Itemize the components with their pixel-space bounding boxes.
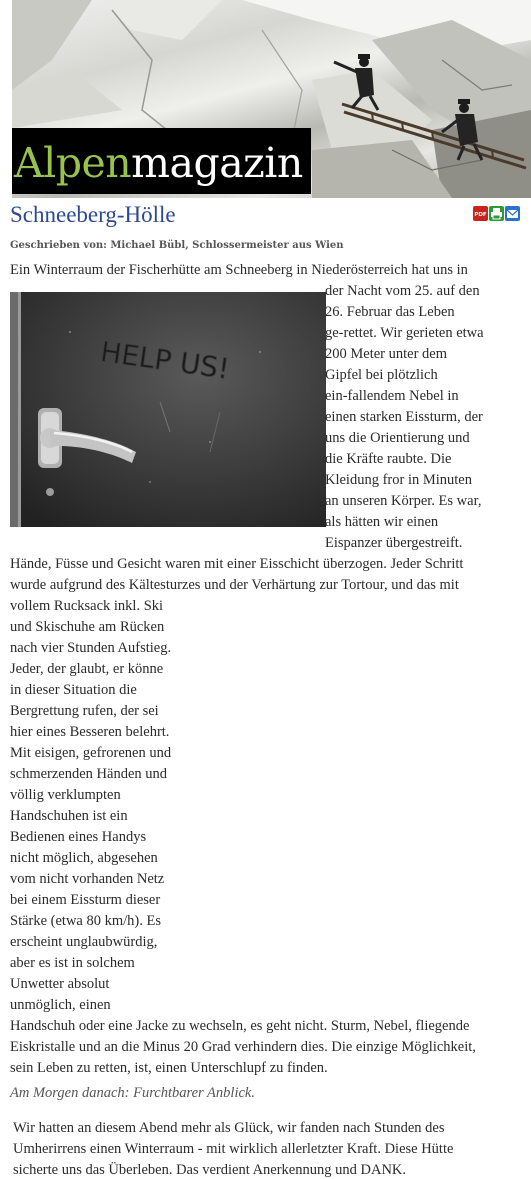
text-line: Gipfel bei plötzlich [325,367,438,383]
text-line: vom nicht vorhanden Netz [10,871,165,887]
text-line: Bergrettung rufen, der sei [10,703,159,719]
text-line: Eiskristalle und an die Minus 20 Grad verhindern dies. Die einzige Möglichkeit, [10,1039,476,1055]
text-line: erscheint unglaubwürdig, [10,934,158,950]
text-line: 200 Meter unter dem [325,346,448,362]
article-photo [10,292,326,527]
text-line: Hände, Füsse und Gesicht waren mit einer Eisschicht überzogen. Jeder Schritt [10,556,464,572]
photo-caption: Am Morgen danach: Furchtbarer Anblick. [10,1085,255,1101]
text-line: Handschuh oder eine Jacke zu wechseln, es geht nicht. Sturm, Nebel, fliegende [10,1018,470,1034]
text-line: nicht möglich, abgesehen [10,850,158,866]
text-line: die Kräfte raubte. Die [325,451,452,467]
text-line: Unwetter absolut [10,976,110,992]
text-line: vollem Rucksack inkl. Ski [10,598,164,614]
print-icon[interactable] [489,206,504,221]
text-line: 26. Februar das Leben [325,304,455,320]
text-line: bei einem Eissturm dieser [10,892,161,908]
header-banner [12,0,531,198]
pdf-icon-label: PDF [474,212,487,218]
text-line: Mit eisigen, gefrorenen und [10,745,172,761]
text-line: aber es ist in solchem [10,955,135,971]
text-line: Kleidung fror in Minuten [325,472,472,488]
text-line: als hätten wir einen [325,514,439,530]
text-line: Eispanzer übergestreift. [325,535,463,551]
article-author: Geschrieben von: Michael Bübl, Schlossermeister aus Wien [10,240,344,251]
text-line: sein Leben zu retten, ist, einen Unterschlupf zu finden. [10,1060,328,1076]
text-line: Wir hatten an diesem Abend mehr als Glück, wir fanden nach Stunden des [13,1120,445,1136]
text-line: wurde aufgrund des Kältesturzes und der Verhärtung zur Tortour, und das mit [10,577,459,593]
text-line: Umherirrens einen Winterraum - mit wirklich allerletzter Kraft. Diese Hütte [13,1141,454,1157]
logo-part-alpen: Alpen [14,139,132,187]
article-title[interactable]: Schneeberg-Hölle [10,202,176,227]
text-line: nach vier Stunden Aufstieg. [10,640,172,656]
text-line: ein-fallendem Nebel in [325,388,459,404]
text-line: Ein Winterraum der Fischerhütte am Schneeberg in Niederösterreich hat uns in [10,262,468,278]
text-line: Stärke (etwa 80 km/h). Es [10,913,162,929]
text-line: und Skischuhe am Rücken [10,619,165,635]
text-line: Bedienen eines Handys [10,829,147,845]
photo-scrawl: HELP US! [98,335,232,386]
text-line: völlig verklumpten [10,787,121,803]
logo-part-magazin: magazin [131,139,303,187]
text-line: an unseren Körper. Es war, [325,493,482,509]
text-line: sicherte uns das Überleben. Das verdient Anerkennung und DANK. [13,1162,407,1178]
pdf-icon[interactable] [473,206,488,221]
text-line: hier eines Besseren belehrt. [10,724,170,740]
email-icon[interactable] [505,206,520,221]
text-line: einen starken Eissturm, der [325,409,483,425]
text-line: Handschuhen ist ein [10,808,128,824]
text-line: ge-rettet. Wir gerieten etwa [325,325,484,341]
text-line: in dieser Situation die [10,682,137,698]
article-actions [473,206,520,221]
text-line: der Nacht vom 25. auf den [325,283,480,299]
site-logo[interactable] [14,138,303,188]
text-line: Jeder, der glaubt, er könne [10,661,164,677]
text-line: schmerzenden Händen und [10,766,168,782]
text-line: uns die Orientierung und [325,430,470,446]
text-line: unmöglich, einen [10,997,111,1013]
